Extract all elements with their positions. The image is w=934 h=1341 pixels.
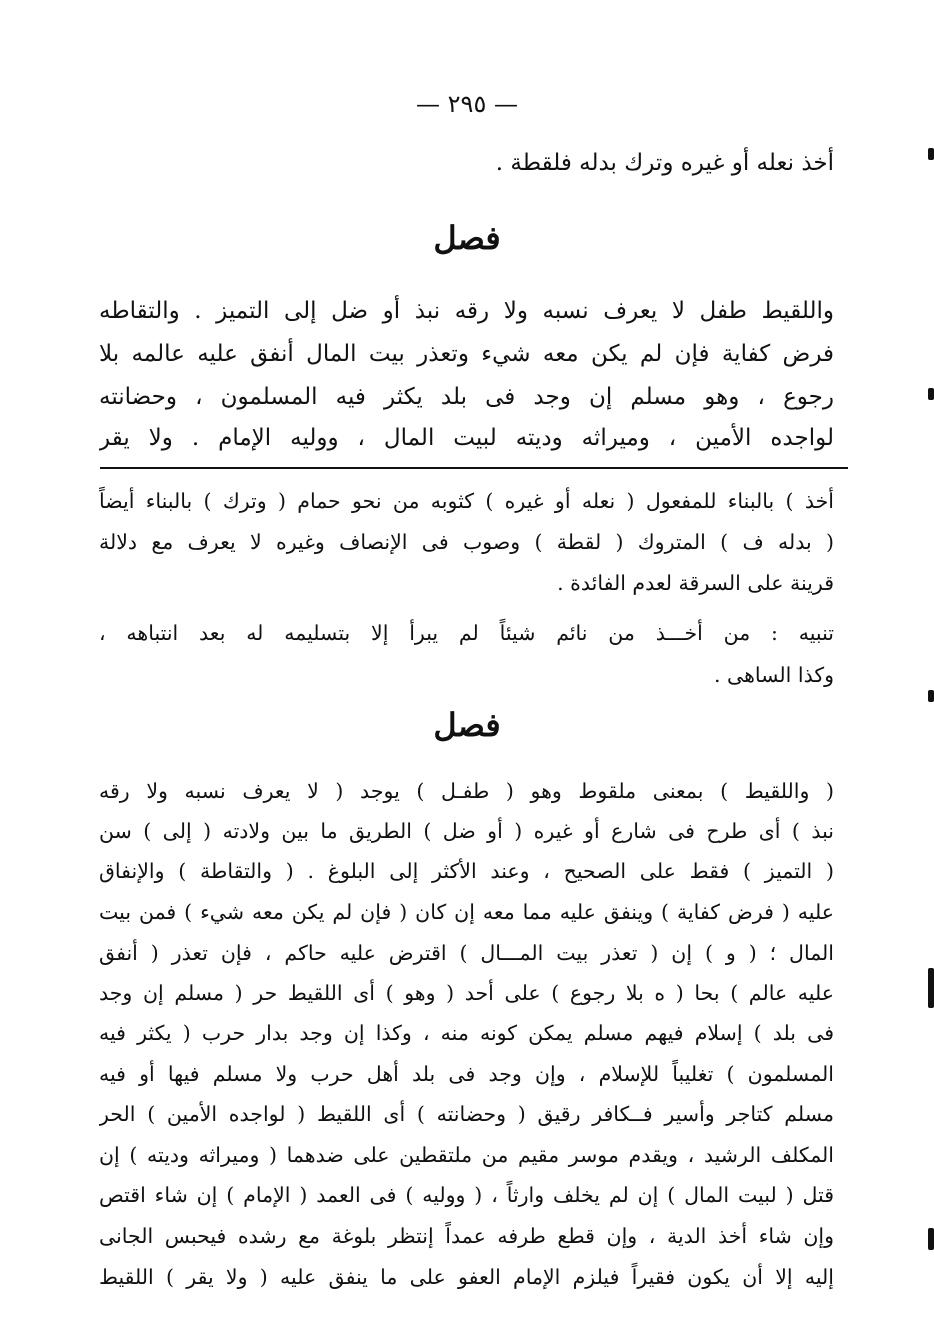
commentary-line: إليه إلا أن يكون فقيراً فيلزم الإمام العفو على ما ينفق عليه ( ولا يقر ) اللقيط [99, 1265, 834, 1289]
commentary-line: ( واللقيط ) بمعنى ملقوط وهو ( طفـل ) يوجد ( لا يعرف نسبه ولا رقه [99, 779, 834, 803]
commentary-line: المال ؛ ( و ) إن ( تعذر بيت المـــال ) اقترض عليه حاكم ، فإن تعذر ( أنفق [99, 941, 834, 965]
commentary-line: مسلم كتاجر وأسير فــكافر رقيق ( وحضانته ) أى اللقيط ( لواجده الأمين ) الحر [99, 1102, 834, 1126]
commentary-line: أخذ ) بالبناء للمفعول ( نعله أو غيره ) كثوبه من نحو حمام ( وترك ) بالبناء أيضاً [99, 489, 834, 513]
commentary-line: عليه ( فرض كفاية ) وينفق عليه مما معه إن كان ( فإن لم يكن معه شيء ) فمن بيت [99, 900, 834, 924]
commentary-line: ( التميز ) فقط على الصحيح ، وعند الأكثر إلى البلوغ . ( والتقاطة ) والإنفاق [99, 859, 834, 883]
main-text-line: واللقيط طفل لا يعرف نسبه ولا رقه نبذ أو ضل إلى التميز . والتقاطه [99, 298, 834, 324]
commentary-line: قتل ( لبيت المال ) إن لم يخلف وارثاً ، ( ووليه ) فى العمد ( الإمام ) إن شاء اقتص [99, 1183, 834, 1207]
section-heading-1: فصل [433, 219, 501, 257]
margin-mark [928, 1228, 934, 1250]
commentary-line: المسلمون ) تغليباً للإسلام ، وإن وجد فى بلد أهل حرب ولا مسلم فيها أو فيه [99, 1062, 834, 1086]
note-line: تنبيه : من أخـــذ من نائم شيئاً لم يبرأ إلا بتسليمه له بعد انتباهه ، [99, 621, 834, 645]
footnote-divider [100, 467, 848, 469]
main-text-line: رجوع ، وهو مسلم إن وجد فى بلد يكثر فيه المسلمون ، وحضانته [99, 384, 834, 410]
main-text-line: فرض كفاية فإن لم يكن معه شيء وتعذر بيت المال أنفق عليه عالمه بلا [99, 341, 834, 367]
section-heading-2: فصل [433, 706, 501, 744]
commentary-line: عليه عالم ) بحا ( ه بلا رجوع ) على أحد ( وهو ) أى اللقيط حر ( مسلم إن وجد [99, 981, 834, 1005]
page-number: — ٢٩٥ — [416, 90, 518, 118]
margin-mark [928, 388, 934, 400]
commentary-line: المكلف الرشيد ، ويقدم موسر مقيم من ملتقطين على ضدهما ( وميراثه وديته ) إن [99, 1143, 834, 1167]
commentary-line: ( بدله ف ) المتروك ( لقطة ) وصوب فى الإنصاف وغيره لا يعرف مع دلالة [99, 530, 834, 554]
commentary-line: فى بلد ) إسلام فيهم مسلم يمكن كونه منه ، وكذا إن وجد بدار حرب ( يكثر فيه [99, 1021, 834, 1045]
margin-mark [928, 968, 934, 1008]
top-line: أخذ نعله أو غيره وترك بدله فلقطة . [495, 150, 834, 176]
margin-mark [928, 148, 934, 160]
commentary-line: وإن شاء أخذ الدية ، وإن قطع طرفه عمداً إنتظر بلوغة مع رشده فيحبس الجانى [99, 1224, 834, 1248]
note-line: وكذا الساهى . [713, 663, 834, 687]
commentary-line: قرينة على السرقة لعدم الفائدة . [557, 571, 834, 595]
margin-mark [928, 690, 934, 702]
main-text-line: لواجده الأمين ، وميراثه وديته لبيت المال ، ووليه الإمام . ولا يقر [99, 425, 834, 451]
commentary-line: نبذ ) أى طرح فى شارع أو غيره ( أو ضل ) الطريق ما بين ولادته ( إلى ) سن [99, 819, 834, 843]
